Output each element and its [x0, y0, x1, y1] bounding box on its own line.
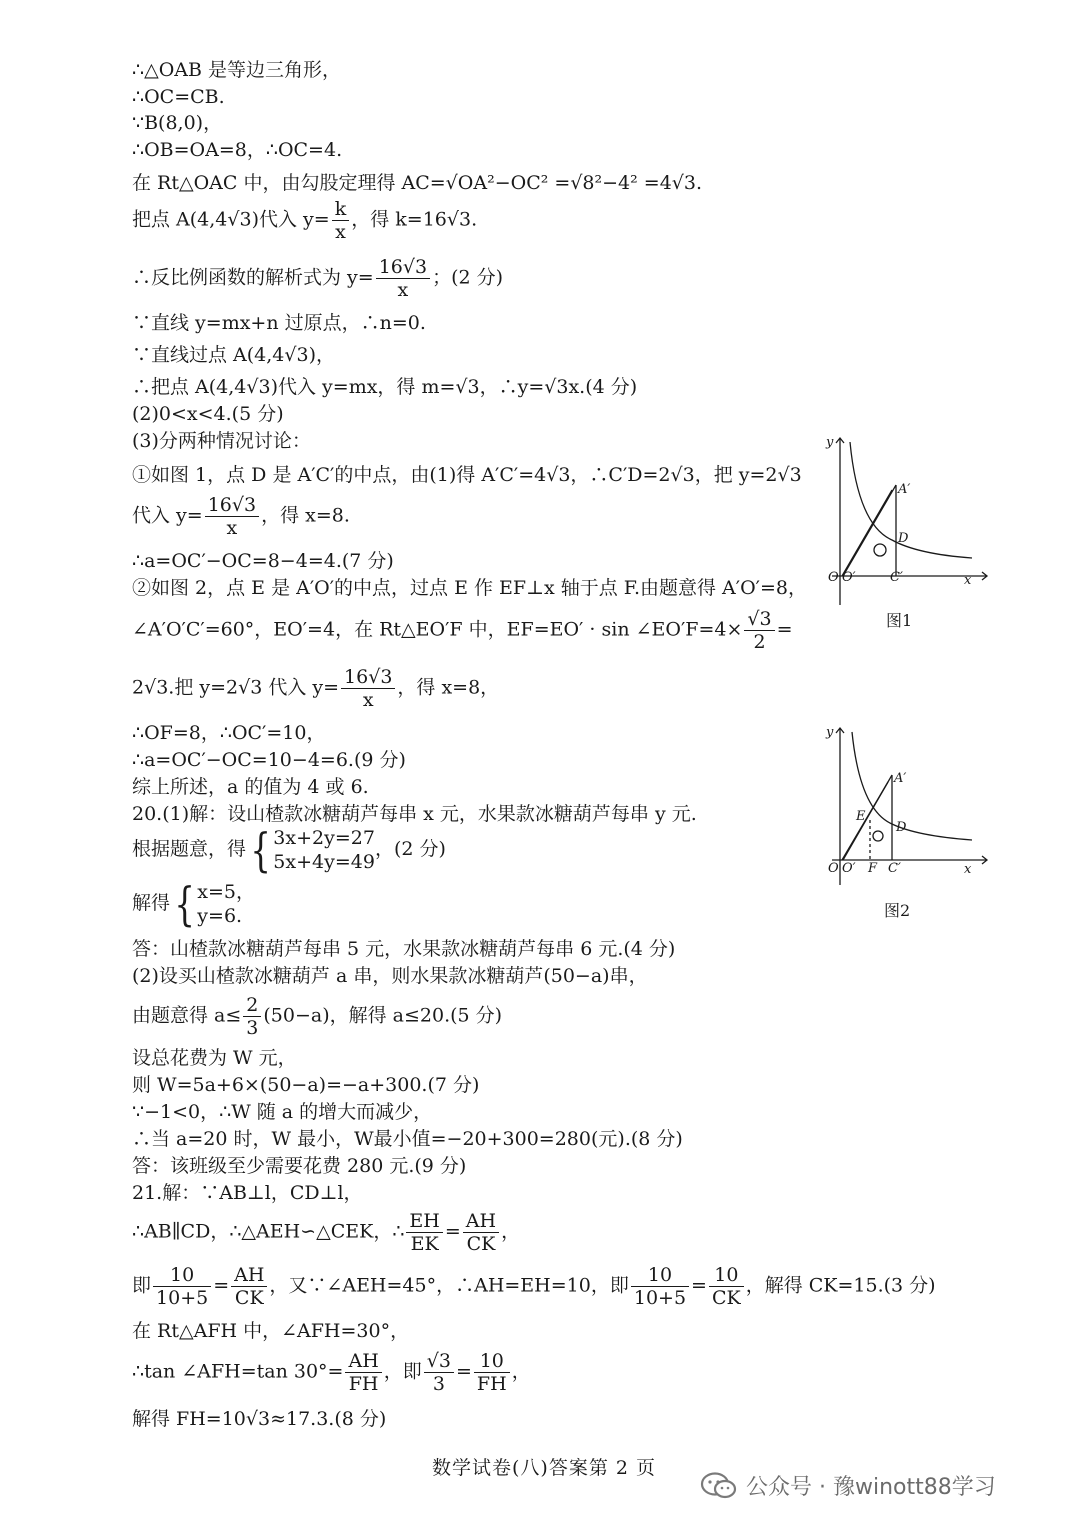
- y-label: y: [826, 725, 834, 740]
- text-line: ∴a=OC′−OC=8−4=4.(7 分): [132, 550, 394, 572]
- fraction: $\frac{16√3}{x}$: [205, 494, 259, 539]
- math-line: ∴反比例函数的解析式为 y= $\frac{16√3}{x}$ ；(2 分): [132, 256, 504, 301]
- text-line: (2)设买山楂款冰糖葫芦 a 串，则水果款冰糖葫芦(50−a)串，: [132, 965, 648, 987]
- text-line: ∴当 a=20 时，W 最小，W最小值=−20+300=280(元).(8 分): [132, 1128, 683, 1150]
- text-line: 解得 FH=10√3≈17.3.(8 分): [132, 1408, 387, 1430]
- text-line: (3)分两种情况讨论：: [132, 430, 311, 452]
- fraction: $\frac{k}{x}$: [332, 198, 350, 243]
- a1-label: A′: [894, 771, 907, 786]
- page-footer: 数学试卷(八)答案第 2 页: [432, 1457, 656, 1479]
- text-line: 在 Rt△AFH 中，∠AFH=30°，: [132, 1320, 410, 1342]
- figure-2-diagram: [812, 720, 992, 890]
- text-line: ∴OB=OA=8，∴OC=4.: [132, 139, 343, 161]
- text-line: ∵直线过点 A(4,4√3)，: [132, 344, 335, 366]
- fraction: $\frac{AH}{FH}$: [345, 1350, 381, 1395]
- math-line: 根据题意，得{ 3x+2y=27 5x+4y=49 ，(2 分): [132, 823, 446, 877]
- fraction: $\frac{AH}{CK}$: [231, 1264, 267, 1309]
- text-line: ∵B(8,0)，: [132, 112, 223, 134]
- fraction: $\frac{16√3}{x}$: [376, 256, 430, 301]
- fraction: $\frac{EH}{EK}$: [406, 1210, 442, 1255]
- x-label: x: [964, 862, 972, 877]
- fraction: $\frac{√3}{3}$: [424, 1350, 454, 1395]
- fraction: $\frac{16√3}{x}$: [341, 666, 395, 711]
- fraction: $\frac{AH}{CK}$: [463, 1210, 499, 1255]
- segment-o1-a1: [843, 485, 896, 576]
- o1-label: O′: [842, 861, 856, 876]
- figure-1-diagram: [812, 430, 992, 610]
- text-line: ①如图 1，点 D 是 A′C′的中点，由(1)得 A′C′=4√3，∴C′D=2√3，把 y=2√3: [132, 464, 802, 486]
- figure-1-caption: 图1: [886, 611, 913, 630]
- text-line: ∴△OAB 是等边三角形，: [132, 59, 342, 81]
- fraction: $\frac{10}{10+5}$: [631, 1264, 689, 1309]
- text-line: 21.解：∵AB⊥l，CD⊥l，: [132, 1182, 363, 1204]
- text-line: 答：山楂款冰糖葫芦每串 5 元，水果款冰糖葫芦每串 6 元.(4 分): [132, 938, 676, 960]
- figure-2-caption: 图2: [884, 901, 911, 920]
- text-line: 设总花费为 W 元，: [132, 1047, 297, 1069]
- d-label: D: [898, 531, 909, 546]
- e-label: E: [856, 809, 866, 824]
- d-label: D: [896, 820, 907, 835]
- o-label: O: [828, 570, 839, 585]
- text-line: ∵−1<0，∴W 随 a 的增大而减少，: [132, 1101, 433, 1123]
- c1-label: C′: [890, 570, 903, 585]
- equation-system: 3x+2y=27 5x+4y=49: [273, 827, 375, 873]
- text-line: ∴a=OC′−OC=10−4=6.(9 分): [132, 749, 406, 771]
- math-line: ∠A′O′C′=60°，EO′=4，在 Rt△EO′F 中，EF=EO′ · sin ∠EO′F=4× $\frac{√3}{2}$ =: [132, 608, 793, 653]
- text-line: 则 W=5a+6×(50−a)=−a+300.(7 分): [132, 1074, 480, 1096]
- text-line: ∴OC=CB.: [132, 86, 225, 108]
- a1-label: A′: [898, 482, 911, 497]
- text-line: 20.(1)解：设山楂款冰糖葫芦每串 x 元，水果款冰糖葫芦每串 y 元.: [132, 803, 697, 825]
- math-line: 2√3.把 y=2√3 代入 y= $\frac{16√3}{x}$ ，得 x=8，: [132, 666, 500, 711]
- brace: {: [250, 823, 271, 877]
- fraction: $\frac{10}{10+5}$: [153, 1264, 211, 1309]
- text-line: (2)0<x<4.(5 分): [132, 403, 284, 425]
- fraction: $\frac{2}{3}$: [243, 994, 261, 1039]
- brace: {: [174, 877, 195, 931]
- point-circle: [874, 544, 886, 556]
- equation-system: x=5， y=6.: [197, 881, 256, 927]
- math-line: 把点 A(4,4√3)代入 y= $\frac{k}{x}$ ，得 k=16√3.: [132, 198, 478, 243]
- text-line: 综上所述，a 的值为 4 或 6.: [132, 776, 369, 798]
- segment-o1-a1: [843, 775, 892, 860]
- math-line: 由题意得 a≤ $\frac{2}{3}$ (50−a)，解得 a≤20.(5 分): [132, 994, 503, 1039]
- watermark: [700, 1470, 996, 1501]
- text-line: ②如图 2，点 E 是 A′O′的中点，过点 E 作 EF⊥x 轴于点 F.由题意得 A′O′=8，: [132, 577, 807, 599]
- c1-label: C′: [888, 861, 901, 876]
- math-line: ∴AB∥CD，∴△AEH∽△CEK，∴ $\frac{EH}{EK}$ = $\frac{AH}{CK}$ ，: [132, 1210, 521, 1255]
- math-line: 即 $\frac{10}{10+5}$ = $\frac{AH}{CK}$ ，又∵∠AEH=45°，∴AH=EH=10，即 $\frac{10}{10+5}$ = $\frac{10}{CK}$ ，解得 CK=15.(3 分): [132, 1264, 936, 1309]
- x-label: x: [964, 573, 972, 588]
- point-circle: [873, 831, 883, 841]
- y-label: y: [826, 435, 834, 450]
- fraction: $\frac{10}{FH}$: [474, 1350, 510, 1395]
- wechat-icon: [700, 1471, 738, 1501]
- hyperbola-curve: [852, 732, 972, 840]
- f-label: F: [868, 861, 878, 876]
- hyperbola-curve: [850, 442, 972, 558]
- math-line: ∴tan ∠AFH=tan 30°= $\frac{AH}{FH}$ ，即 $\frac{√3}{3}$ = $\frac{10}{FH}$ ，: [132, 1350, 531, 1395]
- math-line: 代入 y= $\frac{16√3}{x}$ ，得 x=8.: [132, 494, 350, 539]
- o1-label: O′: [842, 570, 856, 585]
- text-line: ∴把点 A(4,4√3)代入 y=mx，得 m=√3，∴y=√3x.(4 分): [132, 376, 638, 398]
- fraction: $\frac{√3}{2}$: [744, 608, 774, 653]
- math-line: 解得{ x=5， y=6.: [132, 877, 256, 931]
- text-line: 在 Rt△OAC 中，由勾股定理得 AC=√OA²−OC² =√8²−4² =4√3.: [132, 172, 703, 194]
- watermark-text: 公众号 · 豫winott88学习: [746, 1475, 996, 1500]
- fraction: $\frac{10}{CK}$: [709, 1264, 744, 1309]
- line-oa: [842, 490, 892, 576]
- o-label: O: [828, 861, 839, 876]
- text-line: 答：该班级至少需要花费 280 元.(9 分): [132, 1155, 467, 1177]
- text-line: ∵直线 y=mx+n 过原点，∴n=0.: [132, 312, 426, 334]
- text-line: ∴OF=8，∴OC′=10，: [132, 722, 326, 744]
